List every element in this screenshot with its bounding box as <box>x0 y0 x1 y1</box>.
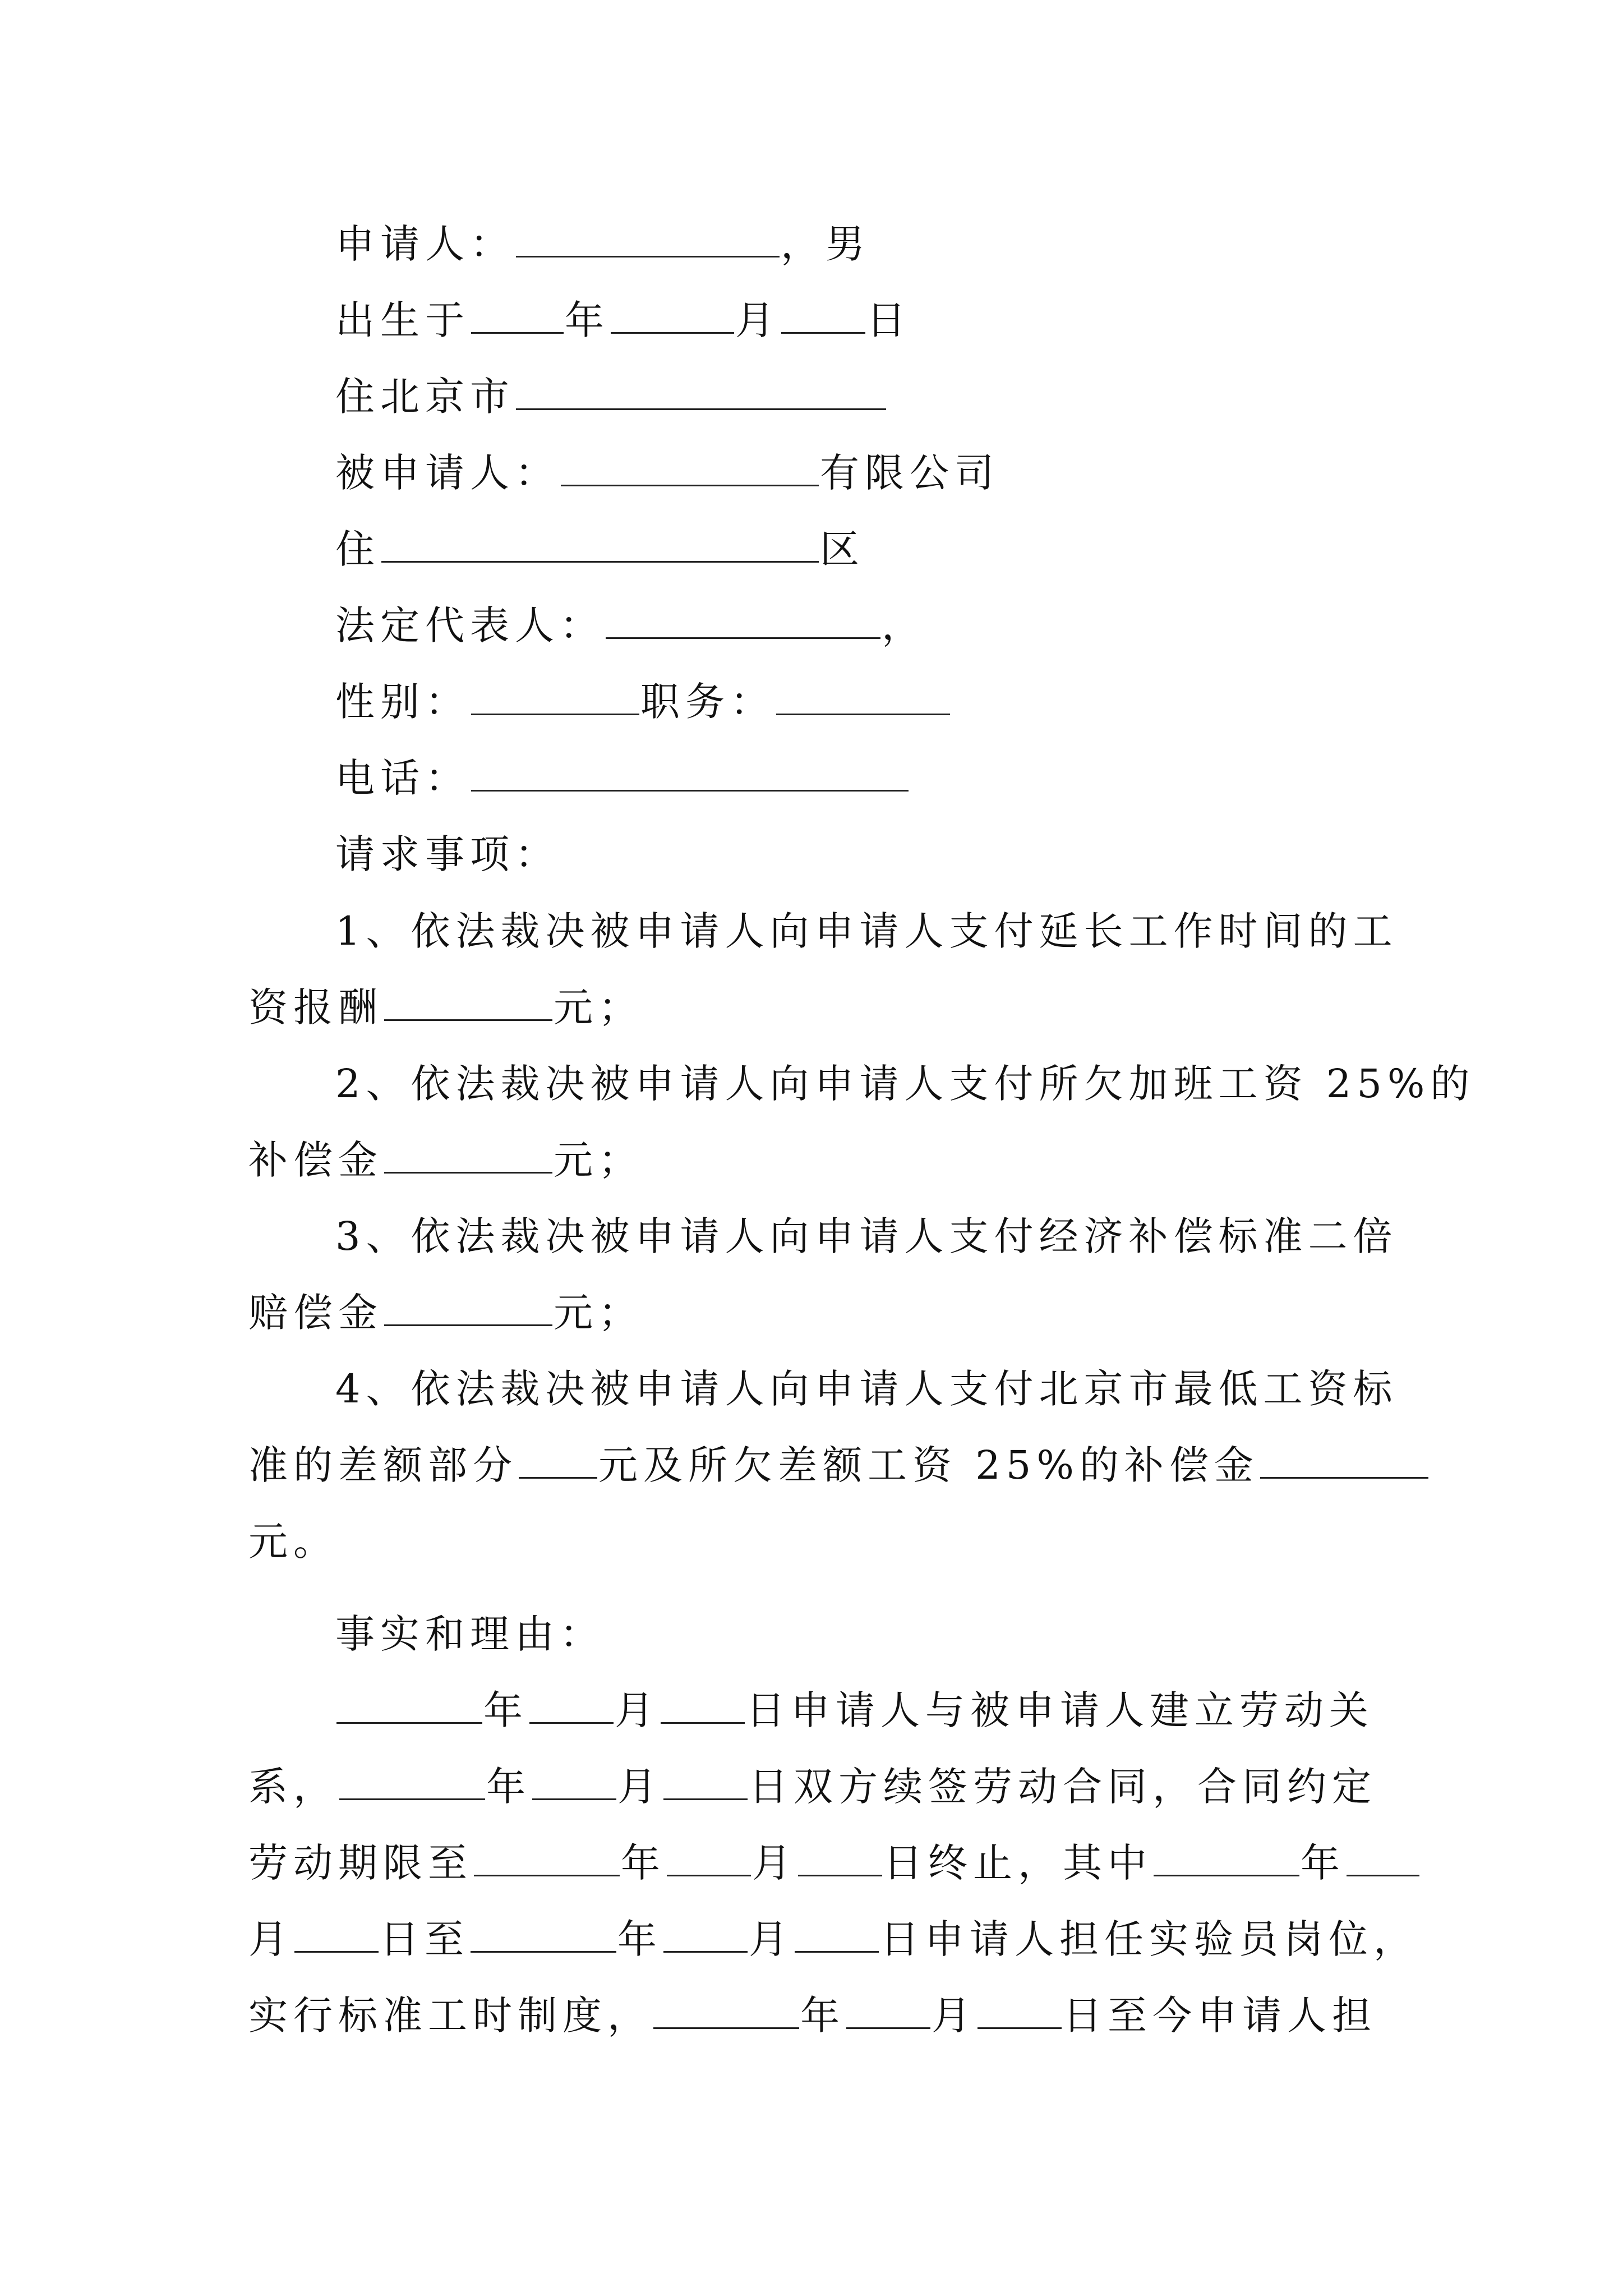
position-blank <box>776 681 950 715</box>
applicant-name-blank <box>516 223 780 257</box>
claim-3-prefix: 赔偿金 <box>248 1290 383 1336</box>
facts-line-4 <box>248 1914 1418 1964</box>
month-label: 月 <box>752 1840 797 1886</box>
year-label: 年 <box>800 1993 845 2039</box>
facts-day-blank <box>798 1842 882 1876</box>
facts-line-5 <box>248 1990 1377 2041</box>
respondent-address-suffix: 区 <box>820 526 865 572</box>
facts-year-blank <box>474 1842 620 1876</box>
month-label: 月 <box>749 1916 794 1962</box>
legal-rep-line <box>335 600 926 651</box>
claim-4-line-2 <box>248 1440 1430 1490</box>
facts-line-2 <box>248 1761 1377 1812</box>
facts-month-blank <box>846 1995 930 2029</box>
year-label: 年 <box>621 1840 666 1886</box>
day-label: 日 <box>866 297 911 343</box>
address-line <box>335 371 887 422</box>
birth-month-blank <box>611 300 734 334</box>
respondent-suffix: 有限公司 <box>820 450 999 496</box>
facts-line-5-text: 日至今申请人担 <box>1063 1993 1377 2039</box>
claim-3-line-1: 3、依法裁决被申请人向申请人支付经济补偿标准二倍 <box>335 1213 1398 1259</box>
claim-3-suffix: 元； <box>554 1290 643 1336</box>
year-label: 年 <box>565 297 610 343</box>
claim-4-mid: 元及所欠差额工资 25%的补偿金 <box>598 1442 1259 1488</box>
claim-3-amount-blank <box>384 1292 552 1326</box>
phone-label: 电话： <box>335 755 470 801</box>
facts-month-blank <box>667 1842 751 1876</box>
year-label: 年 <box>486 1764 531 1810</box>
address-prefix: 住北京市 <box>335 374 515 420</box>
facts-line-2-text: 日双方续签劳动合同，合同约定 <box>749 1764 1377 1810</box>
month-label: 月 <box>932 1993 976 2039</box>
birth-line <box>335 295 911 346</box>
year-label: 年 <box>1301 1840 1345 1886</box>
claims-heading: 请求事项： <box>335 831 560 877</box>
facts-line-1 <box>335 1685 1374 1736</box>
claim-4-amount-blank <box>519 1444 597 1479</box>
birth-year-blank <box>471 300 564 334</box>
year-label: 年 <box>617 1916 662 1962</box>
facts-day-blank <box>978 1995 1062 2029</box>
applicant-label: 申请人： <box>335 221 515 267</box>
legal-rep-label: 法定代表人： <box>335 602 605 648</box>
claim-4-line-1: 4、依法裁决被申请人向申请人支付北京市最低工资标 <box>335 1366 1398 1412</box>
respondent-name-blank <box>561 452 819 486</box>
claim-2-prefix: 补偿金 <box>248 1137 383 1183</box>
respondent-address-blank <box>381 528 819 563</box>
claim-2-amount-blank <box>384 1139 552 1174</box>
facts-month-blank <box>529 1690 614 1724</box>
gender-label: 性别： <box>335 679 470 725</box>
claim-1-line-2 <box>248 982 643 1033</box>
respondent-address-prefix: 住 <box>335 526 380 572</box>
facts-year-blank <box>471 1918 616 1953</box>
facts-year-blank <box>339 1766 485 1800</box>
facts-line-3 <box>248 1838 1421 1888</box>
month-label: 月 <box>248 1916 293 1962</box>
facts-month-blank <box>532 1766 616 1800</box>
gender-position-line <box>335 677 951 727</box>
claim-1-prefix: 资报酬 <box>248 984 383 1030</box>
facts-line-3-text: 日终止，其中 <box>883 1840 1152 1886</box>
claim-2-line-2 <box>248 1135 643 1185</box>
claim-4-line-3: 元。 <box>248 1519 338 1565</box>
facts-year-blank <box>336 1690 482 1724</box>
phone-line <box>335 753 910 803</box>
facts-line-4-text: 日申请人担任实验员岗位， <box>880 1916 1418 1962</box>
month-label: 月 <box>615 1687 660 1733</box>
birth-prefix: 出生于 <box>335 297 470 343</box>
facts-line-3-prefix: 劳动期限至 <box>248 1840 473 1886</box>
facts-line-5-prefix: 实行标准工时制度， <box>248 1993 652 2039</box>
facts-month-blank <box>1347 1842 1419 1876</box>
legal-rep-blank <box>606 605 880 639</box>
applicant-line <box>335 219 870 269</box>
respondent-address-line <box>335 524 865 574</box>
facts-day-blank <box>661 1690 745 1724</box>
phone-blank <box>471 757 909 792</box>
facts-heading: 事实和理由： <box>335 1611 605 1657</box>
respondent-line <box>335 448 999 498</box>
applicant-gender: ，男 <box>781 221 870 267</box>
facts-day-blank <box>795 1918 879 1953</box>
claim-2-line-1: 2、依法裁决被申请人向申请人支付所欠加班工资 25%的 <box>335 1061 1476 1107</box>
claim-2-suffix: 元； <box>554 1137 643 1183</box>
facts-line-1-text: 日申请人与被申请人建立劳动关 <box>746 1687 1374 1733</box>
legal-rep-suffix: ， <box>882 602 926 648</box>
claim-4-prefix: 准的差额部分 <box>248 1442 518 1488</box>
claim-1-suffix: 元； <box>554 984 643 1030</box>
claim-4-comp-blank <box>1260 1444 1428 1479</box>
respondent-label: 被申请人： <box>335 450 560 496</box>
month-label: 月 <box>735 297 780 343</box>
birth-day-blank <box>781 300 865 334</box>
facts-year-blank <box>653 1995 799 2029</box>
claim-3-line-2 <box>248 1287 643 1338</box>
address-blank <box>516 376 886 410</box>
position-label: 职务： <box>640 679 775 725</box>
month-label: 月 <box>617 1764 662 1810</box>
facts-year-blank <box>1154 1842 1299 1876</box>
facts-line-2-prefix: 系， <box>248 1764 338 1810</box>
gender-blank <box>471 681 639 715</box>
facts-day-blank <box>294 1918 379 1953</box>
facts-day-blank <box>663 1766 748 1800</box>
claim-1-line-1: 1、依法裁决被申请人向申请人支付延长工作时间的工 <box>335 908 1398 954</box>
facts-line-4-mid: 日至 <box>380 1916 469 1962</box>
claim-1-amount-blank <box>384 987 552 1021</box>
facts-month-blank <box>663 1918 748 1953</box>
year-label: 年 <box>483 1687 528 1733</box>
